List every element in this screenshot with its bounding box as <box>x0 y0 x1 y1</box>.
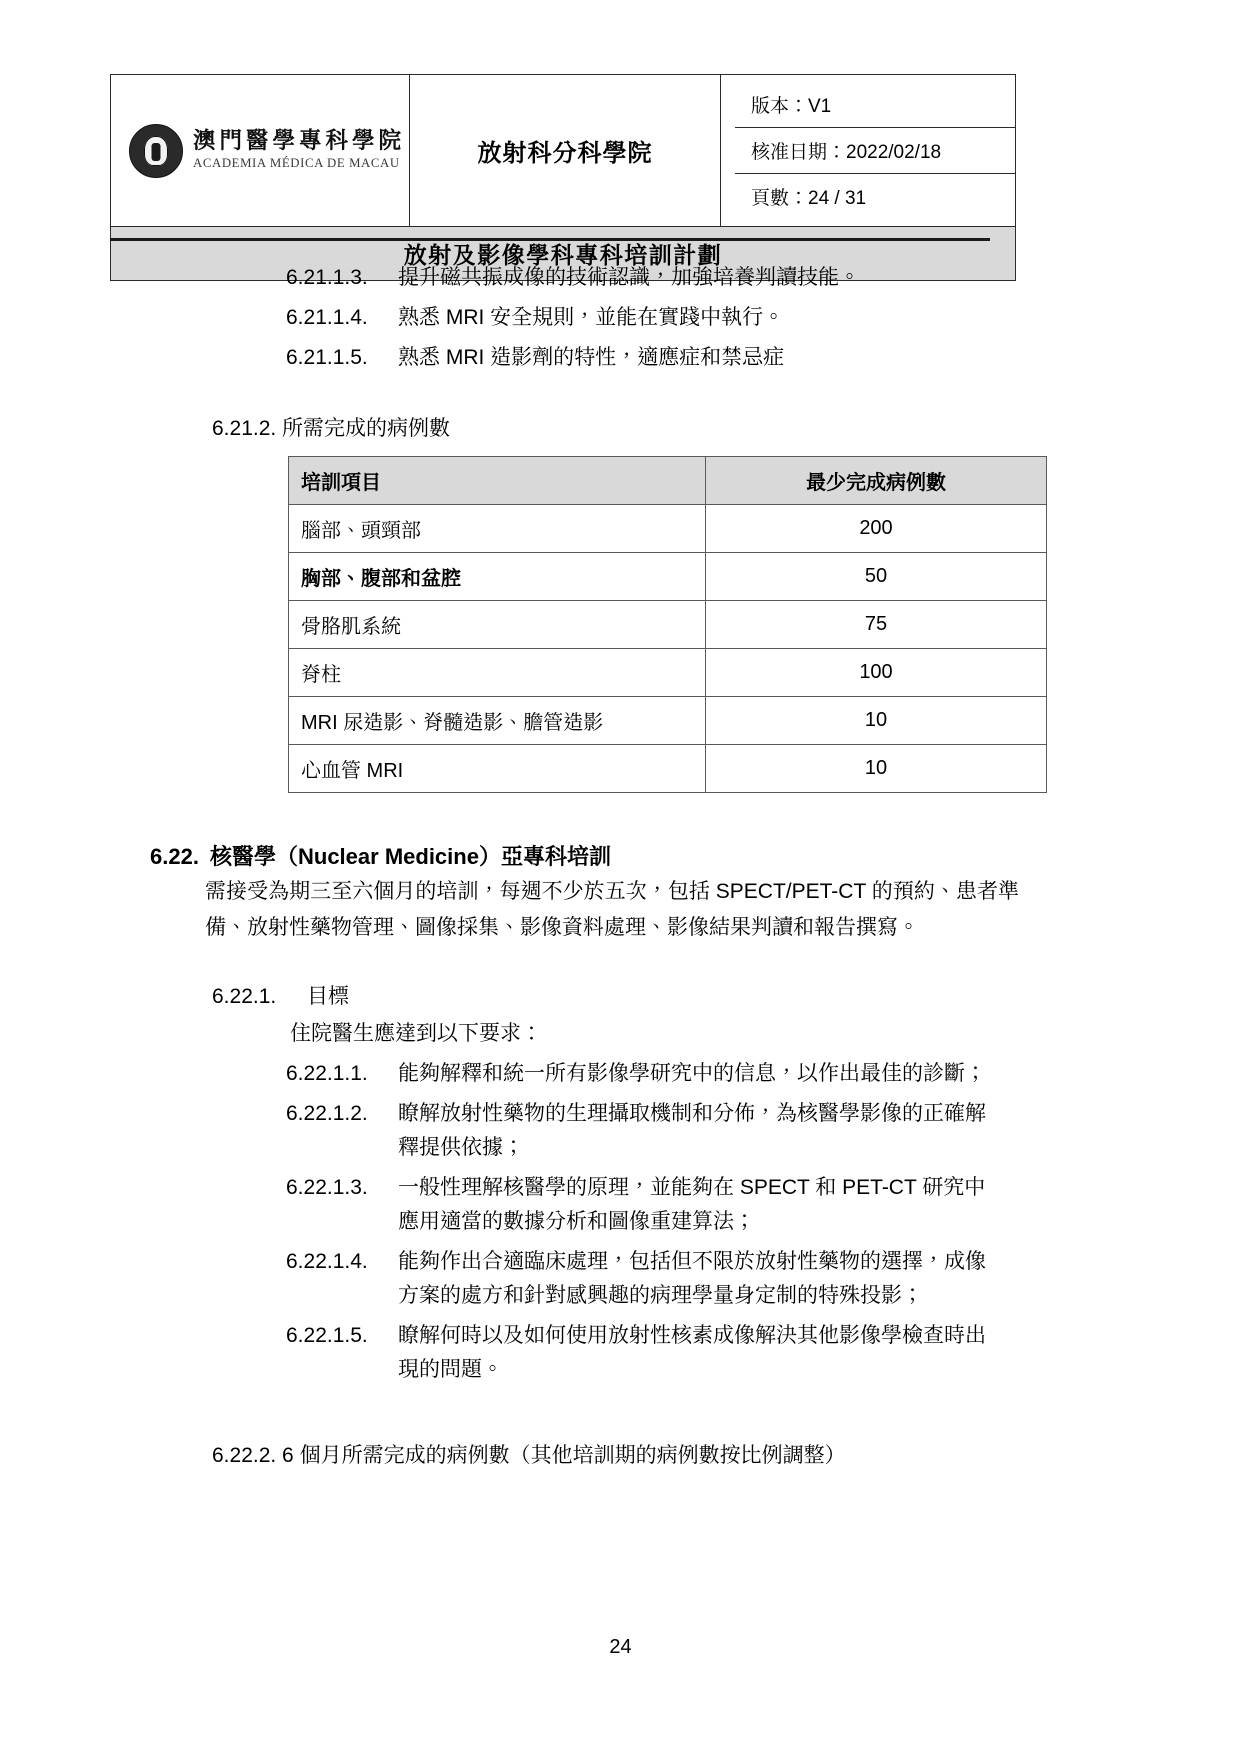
case-count-note: 6.22.2. 6 個月所需完成的病例數（其他培訓期的病例數按比例調整） <box>212 1443 846 1467</box>
goal-section-heading <box>212 980 1041 1014</box>
list-item-text: 熟悉 MRI 造影劑的特性，適應症和禁忌症 <box>398 346 785 370</box>
document-body <box>0 258 1241 1476</box>
logo-name-en: ACADEMIA MÉDICA DE MACAU <box>193 156 400 171</box>
spacer <box>0 793 1241 839</box>
list-item-text: 提升磁共振成像的技術認識，加強培養判讀技能。 <box>398 266 860 289</box>
case-section-label: 6.21.2. 所需完成的病例數 <box>212 417 451 441</box>
cell-count: 100 <box>706 648 1047 696</box>
cell-count: 10 <box>706 696 1047 744</box>
academy-seal-icon <box>129 124 183 178</box>
case-table-head <box>289 456 1047 504</box>
nuclear-medicine-intro: 需接受為期三至六個月的培訓，每週不少於五次，包括 SPECT/PET-CT 的預約、患者準備、放射性藥物管理、圖像採集、影像資料處理、影像結果判讀和報告撰寫。 <box>205 879 1019 939</box>
meta-version: 版本：V1 <box>735 82 1015 128</box>
table-row <box>289 504 1047 552</box>
cell-item: 腦部、頭頸部 <box>289 504 706 552</box>
logo-cell <box>111 75 410 227</box>
list-item <box>286 258 1001 298</box>
document-subtitle: 放射及影像學科專科培訓計劃 <box>111 227 1016 281</box>
list-item-text: 瞭解何時以及如何使用放射性核素成像解決其他影像學檢查時出現的問題。 <box>398 1323 986 1381</box>
list-item-number: 6.21.1.5. <box>286 346 368 370</box>
cell-item: 脊柱 <box>289 648 706 696</box>
cell-count: 200 <box>706 504 1047 552</box>
meta-row-version <box>735 82 1015 128</box>
cell-item: MRI 尿造影、脊髓造影、膽管造影 <box>289 696 706 744</box>
list-item <box>286 1094 1001 1168</box>
mri-objective-list <box>0 258 1241 378</box>
list-item-text: 瞭解放射性藥物的生理攝取機制和分佈，為核醫學影像的正確解釋提供依據； <box>398 1101 986 1159</box>
list-item-text: 能夠作出合適臨床處理，包括但不限於放射性藥物的選擇，成像方案的處方和針對感興趣的病理學量身定制的特殊投影； <box>398 1249 986 1307</box>
meta-approval-date: 核准日期：2022/02/18 <box>735 128 1015 174</box>
list-item-number: 6.22.1.3. <box>286 1175 368 1199</box>
case-table-body <box>289 504 1047 792</box>
table-row <box>289 600 1047 648</box>
spacer <box>0 946 1241 980</box>
cell-item: 胸部、腹部和盆腔 <box>289 552 706 600</box>
case-table-wrapper <box>288 456 996 793</box>
list-item <box>286 1242 1001 1316</box>
list-item <box>286 338 1001 378</box>
list-item <box>286 1168 1001 1242</box>
meta-page-count: 頁數：24 / 31 <box>751 188 867 209</box>
case-count-table <box>288 456 1047 793</box>
list-item-text: 能夠解釋和統一所有影像學研究中的信息，以作出最佳的診斷； <box>398 1061 986 1085</box>
nuclear-medicine-heading <box>150 839 1041 874</box>
header-rule <box>110 238 990 241</box>
page-number-footer: 24 <box>609 1636 632 1658</box>
list-item-number: 6.22.1.4. <box>286 1249 368 1273</box>
spacer <box>0 1390 1241 1436</box>
header-meta-cell <box>721 75 1016 227</box>
table-row <box>289 744 1047 792</box>
list-item <box>286 298 1001 338</box>
section-number: 6.22. <box>150 843 199 869</box>
goal-section-number: 6.22.1. <box>212 985 277 1009</box>
cell-item: 心血管 MRI <box>289 744 706 792</box>
logo-text <box>193 130 405 170</box>
header-meta-table <box>735 82 1015 219</box>
list-item-number: 6.22.1.5. <box>286 1323 368 1347</box>
cell-item: 骨胳肌系統 <box>289 600 706 648</box>
goal-lead-text: 住院醫生應達到以下要求： <box>290 1021 542 1045</box>
column-header-count: 最少完成病例數 <box>706 456 1047 504</box>
goal-section-label: 目標 <box>307 985 349 1009</box>
logo-name-zh: 澳門醫學專科學院 <box>193 128 406 155</box>
table-row <box>289 552 1047 600</box>
academy-logo <box>115 124 405 178</box>
meta-row-pages <box>735 174 1015 220</box>
table-row <box>289 648 1047 696</box>
table-header-row <box>289 456 1047 504</box>
cell-count: 10 <box>706 744 1047 792</box>
table-row <box>289 696 1047 744</box>
column-header-item: 培訓項目 <box>289 456 706 504</box>
cell-count: 50 <box>706 552 1047 600</box>
header-main-row <box>111 75 1016 227</box>
list-item-number: 6.22.1.1. <box>286 1061 368 1085</box>
goal-item-list <box>0 1054 1241 1390</box>
list-item <box>286 1316 1001 1390</box>
document-header <box>110 74 1016 281</box>
cell-count: 75 <box>706 600 1047 648</box>
spacer <box>0 378 1241 412</box>
list-item-text: 熟悉 MRI 安全規則，並能在實踐中執行。 <box>398 306 785 330</box>
document-title: 放射科分科學院 <box>410 75 721 227</box>
section-title: 核醫學（Nuclear Medicine）亞專科培訓 <box>210 843 611 869</box>
list-item-number: 6.21.1.3. <box>286 266 368 289</box>
list-item-number: 6.21.1.4. <box>286 306 368 330</box>
list-item-text: 一般性理解核醫學的原理，並能夠在 SPECT 和 PET-CT 研究中應用適當的數據分析和圖像重建算法； <box>398 1175 986 1233</box>
meta-row-approval <box>735 128 1015 174</box>
list-item <box>286 1054 1001 1094</box>
list-item-number: 6.22.1.2. <box>286 1101 368 1125</box>
